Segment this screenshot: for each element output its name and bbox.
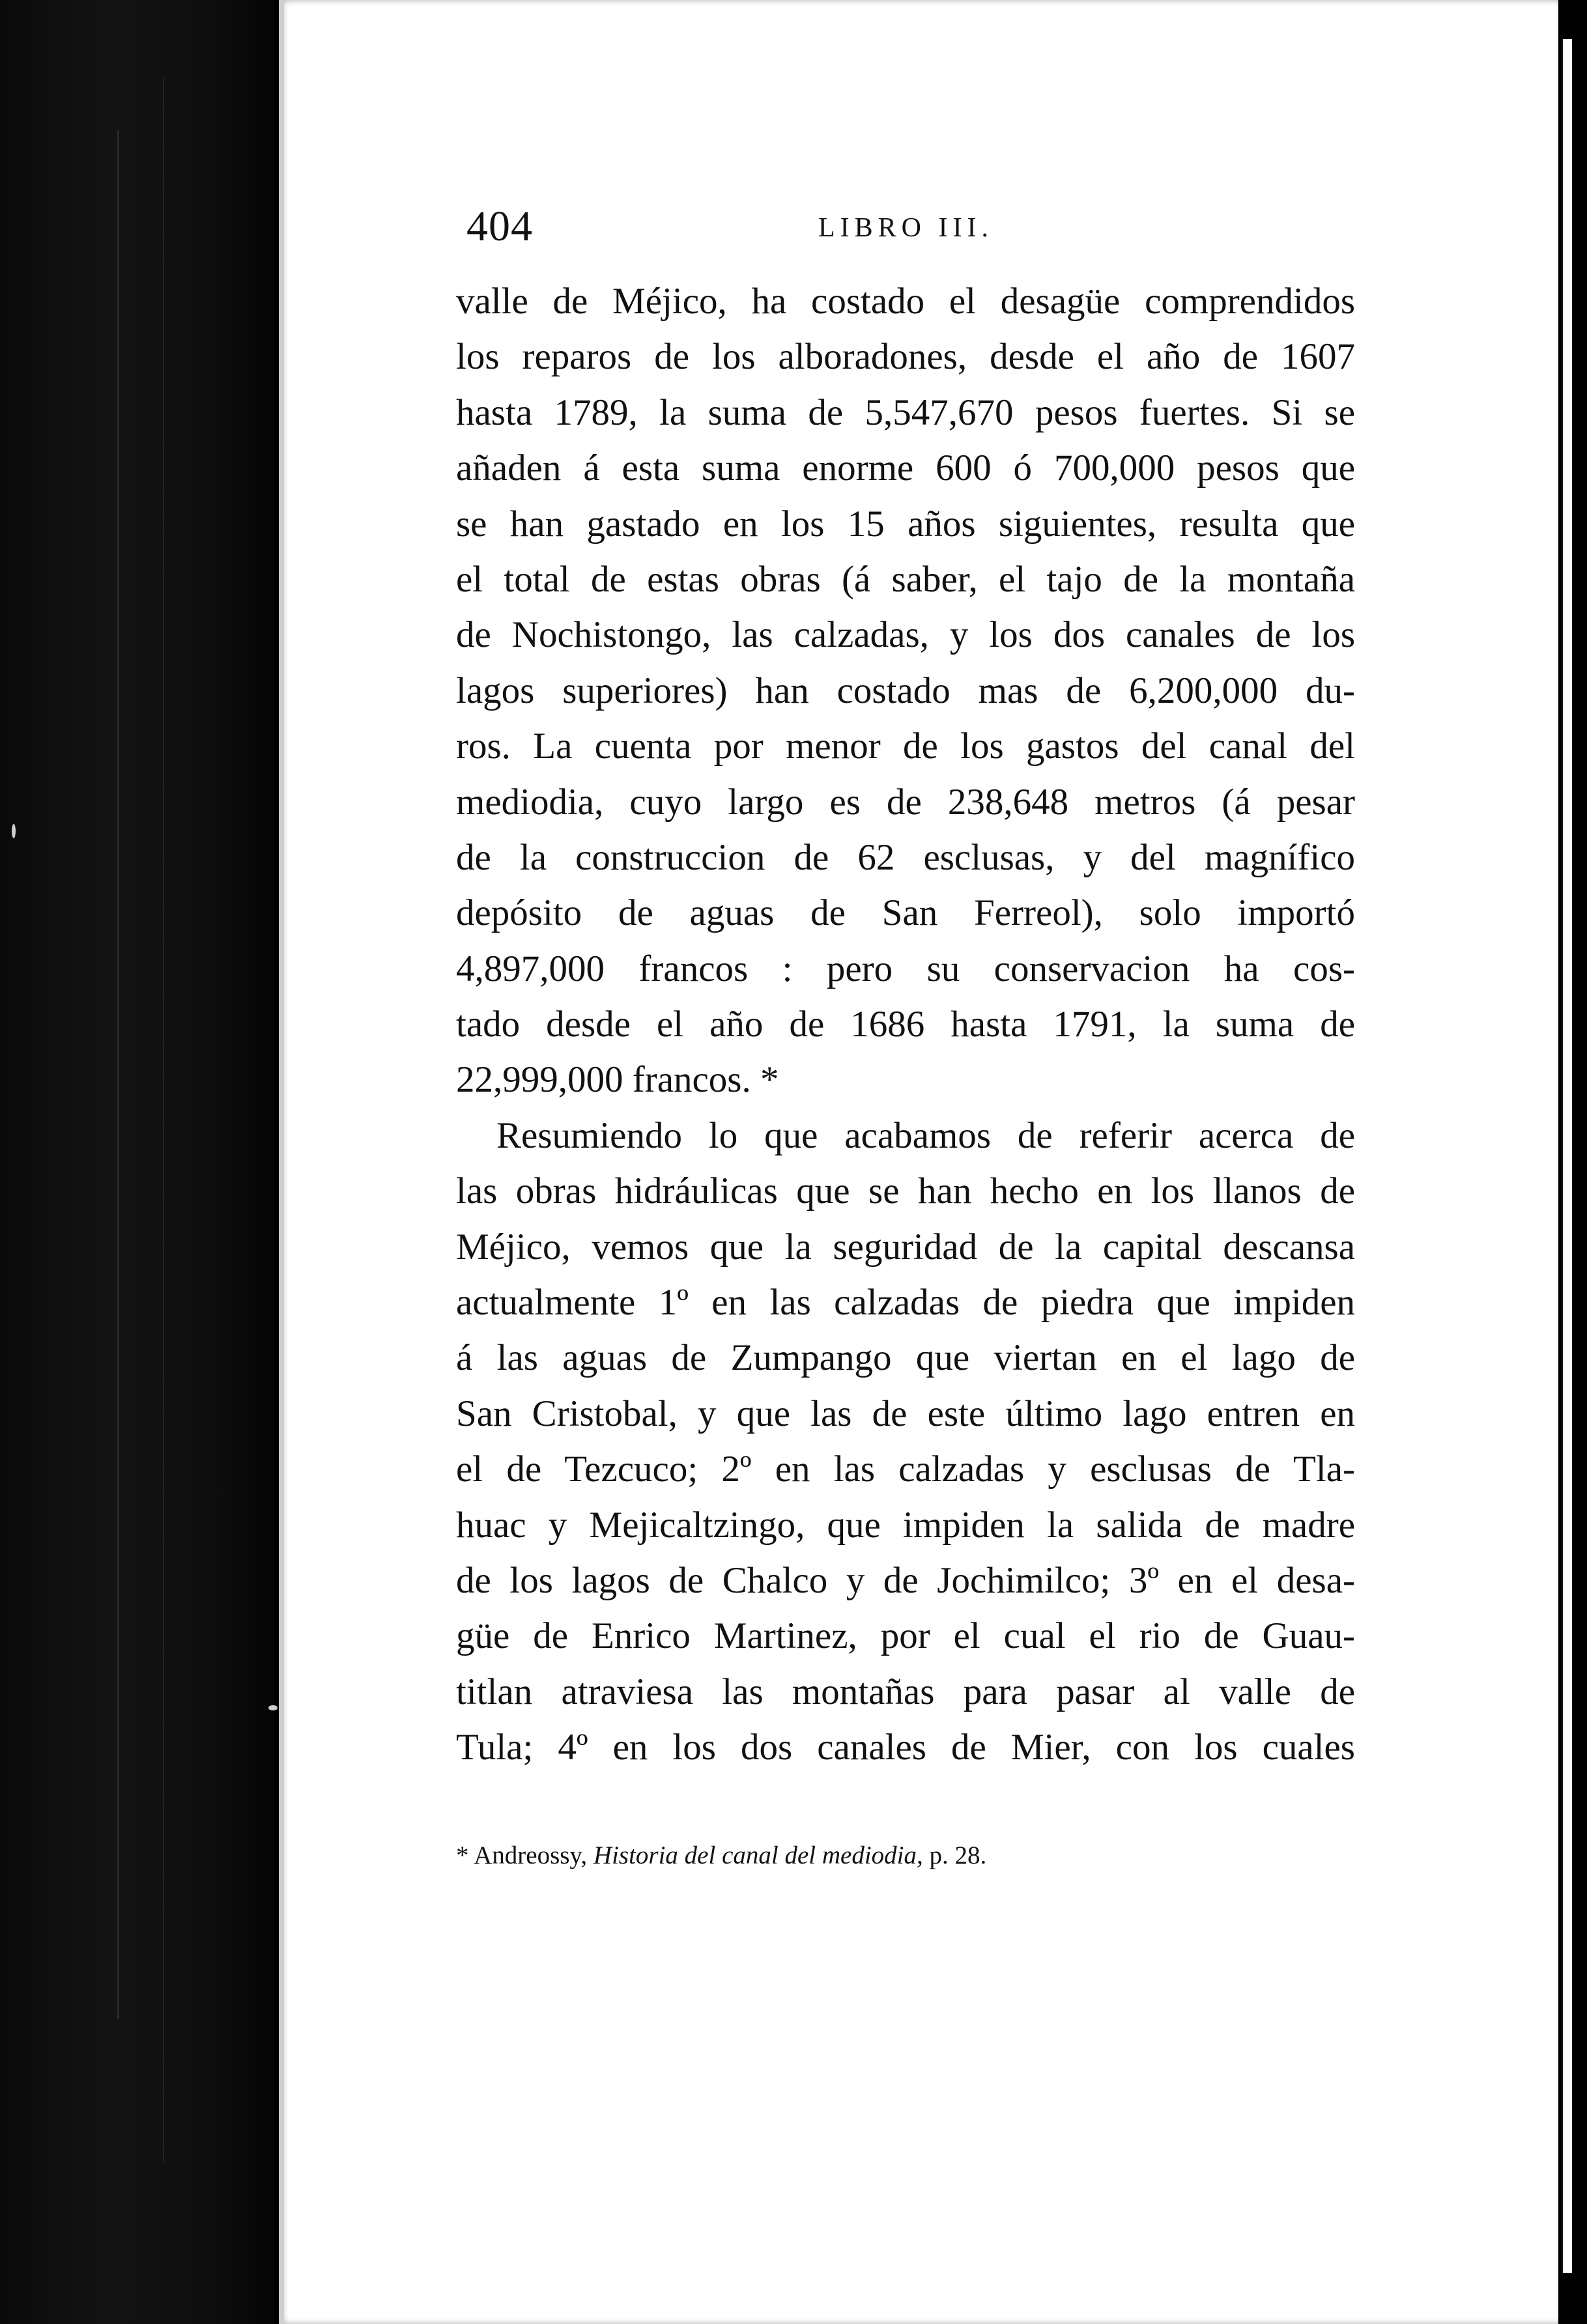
body-text — [456, 274, 1355, 1776]
left-book-gutter — [0, 0, 274, 2324]
text-line: mediodia, cuyo largo es de 238,648 metros (á pesar — [456, 781, 1355, 823]
text-line: de los lagos de Chalco y de Jochimilco; 3º en el desa- — [456, 1559, 1355, 1601]
text-line: las obras hidráulicas que se han hecho en los llanos de — [456, 1170, 1355, 1212]
scan-speck — [268, 1705, 278, 1710]
text-line: valle de Méjico, ha costado el desagüe comprendidos — [456, 281, 1355, 322]
text-line: depósito de aguas de San Ferreol), solo importó — [456, 892, 1355, 934]
text-line: se han gastado en los 15 años siguientes, resulta que — [456, 503, 1355, 545]
text-line: hasta 1789, la suma de 5,547,670 pesos fuertes. Si se — [456, 391, 1355, 433]
text-line: Resumiendo lo que acabamos de referir acerca de — [496, 1114, 1355, 1156]
text-line: el de Tezcuco; 2º en las calzadas y esclusas de Tla- — [456, 1449, 1355, 1490]
text-line: de Nochistongo, las calzadas, y los dos canales de los — [456, 614, 1355, 656]
text-line: Méjico, vemos que la seguridad de la capital descansa — [456, 1226, 1355, 1268]
text-line: lagos superiores) han costado mas de 6,200,000 du- — [456, 670, 1355, 711]
text-line: añaden á esta suma enorme 600 ó 700,000 pesos que — [456, 447, 1355, 489]
text-line: el total de estas obras (á saber, el tajo de la montaña — [456, 558, 1355, 600]
text-line: actualmente 1º en las calzadas de piedra que impiden — [456, 1282, 1355, 1324]
footnote-marker: * — [456, 1841, 469, 1869]
text-line: los reparos de los alboradones, desde el año de 1607 — [456, 336, 1355, 378]
text-line: Tula; 4º en los dos canales de Mier, con los cuales — [456, 1727, 1355, 1768]
page-header — [466, 202, 1352, 261]
text-line: güe de Enrico Martinez, por el cual el rio de Guau- — [456, 1615, 1355, 1657]
text-line: tado desde el año de 1686 hasta 1791, la suma de — [456, 1004, 1355, 1045]
scan-speck — [12, 824, 16, 838]
text-line: titlan atraviesa las montañas para pasar al valle de — [456, 1671, 1355, 1712]
next-page-edge — [1561, 39, 1572, 2273]
running-head: LIBRO III. — [818, 213, 994, 243]
text-line: á las aguas de Zumpango que viertan en el lago de — [456, 1337, 1355, 1379]
text-line: ros. La cuenta por menor de los gastos del canal del — [456, 726, 1355, 767]
footnote — [456, 1841, 1355, 1870]
footnote-title: Historia del canal del mediodia, — [593, 1841, 923, 1869]
text-line: San Cristobal, y que las de este último lago entren en — [456, 1393, 1355, 1434]
text-line: 4,897,000 francos : pero su conservacion ha cos- — [456, 948, 1355, 989]
footnote-author: Andreossy, — [474, 1841, 588, 1869]
page-number: 404 — [466, 203, 533, 250]
footnote-page-ref: p. 28. — [929, 1841, 987, 1869]
text-line: de la construccion de 62 esclusas, y del magnífico — [456, 836, 1355, 878]
text-line: huac y Mejicaltzingo, que impiden la salida de madre — [456, 1504, 1355, 1546]
text-line: 22,999,000 francos. * — [456, 1059, 779, 1101]
